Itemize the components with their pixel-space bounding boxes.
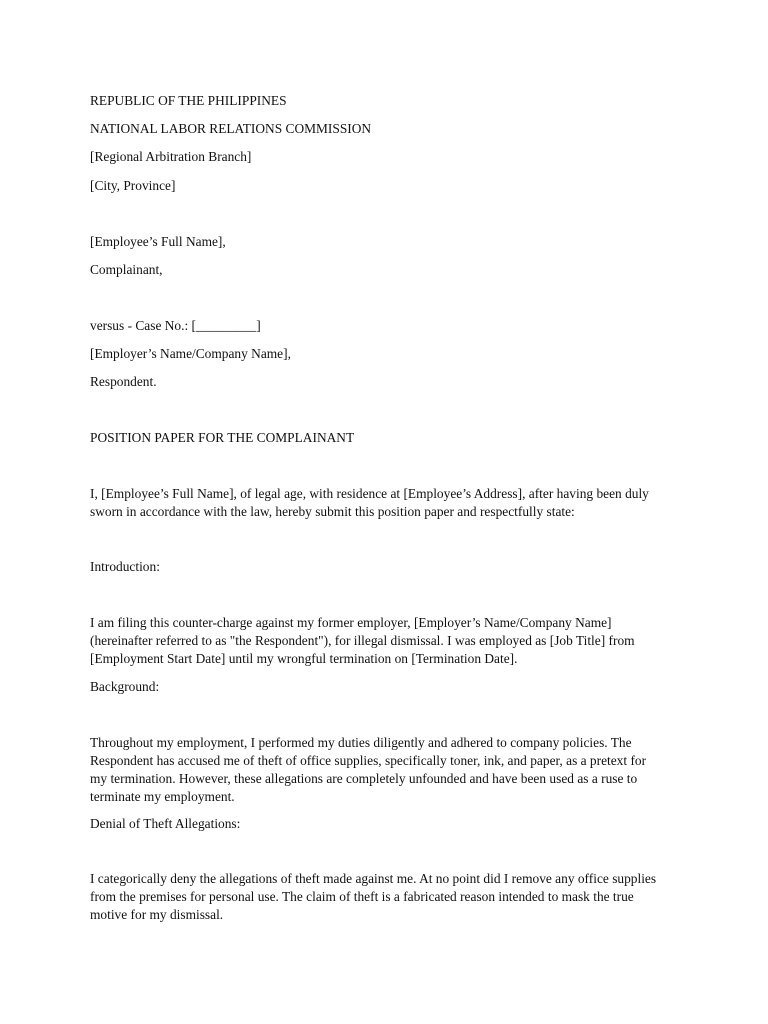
denial-line: from the premises for personal use. The claim of theft is a fabricated reason intended to mask the true	[90, 889, 634, 904]
denial-line: motive for my dismissal.	[90, 907, 224, 922]
background-heading: Background:	[90, 679, 160, 694]
complainant-label: Complainant,	[90, 262, 163, 277]
background-body	[90, 734, 690, 806]
header-branch: [Regional Arbitration Branch]	[90, 149, 252, 164]
introduction-body	[90, 614, 690, 668]
intro-statement-line: I, [Employee’s Full Name], of legal age, with residence at [Employee’s Address], after having been duly	[90, 486, 649, 501]
denial-heading: Denial of Theft Allegations:	[90, 816, 241, 831]
denial-line: I categorically deny the allegations of theft made against me. At no point did I remove any office supplies	[90, 871, 657, 886]
denial-body	[90, 870, 690, 924]
respondent-name: [Employer’s Name/Company Name],	[90, 346, 291, 361]
intro-statement-line: sworn in accordance with the law, hereby submit this position paper and respectfully state:	[90, 504, 575, 519]
introduction-line: (hereinafter referred to as "the Respondent"), for illegal dismissal. I was employed as [Job Title] from	[90, 633, 635, 648]
header-commission: NATIONAL LABOR RELATIONS COMMISSION	[90, 121, 372, 136]
background-line: Throughout my employment, I performed my duties diligently and adhered to company policies. The	[90, 735, 632, 750]
introduction-line: I am filing this counter-charge against my former employer, [Employer’s Name/Company Name]	[90, 615, 612, 630]
document-title: POSITION PAPER FOR THE COMPLAINANT	[90, 430, 355, 445]
respondent-label: Respondent.	[90, 374, 157, 389]
introduction-line: [Employment Start Date] until my wrongful termination on [Termination Date].	[90, 651, 518, 666]
background-line: terminate my employment.	[90, 789, 235, 804]
introduction-heading: Introduction:	[90, 559, 160, 574]
intro-statement	[90, 485, 690, 521]
versus-case-number: versus - Case No.: [_________]	[90, 318, 261, 333]
complainant-name: [Employee’s Full Name],	[90, 234, 226, 249]
header-location: [City, Province]	[90, 178, 176, 193]
header-republic: REPUBLIC OF THE PHILIPPINES	[90, 93, 287, 108]
background-line: my termination. However, these allegations are completely unfounded and have been used as a ruse to	[90, 771, 638, 786]
background-line: Respondent has accused me of theft of office supplies, specifically toner, ink, and paper, as a pretext for	[90, 753, 647, 768]
